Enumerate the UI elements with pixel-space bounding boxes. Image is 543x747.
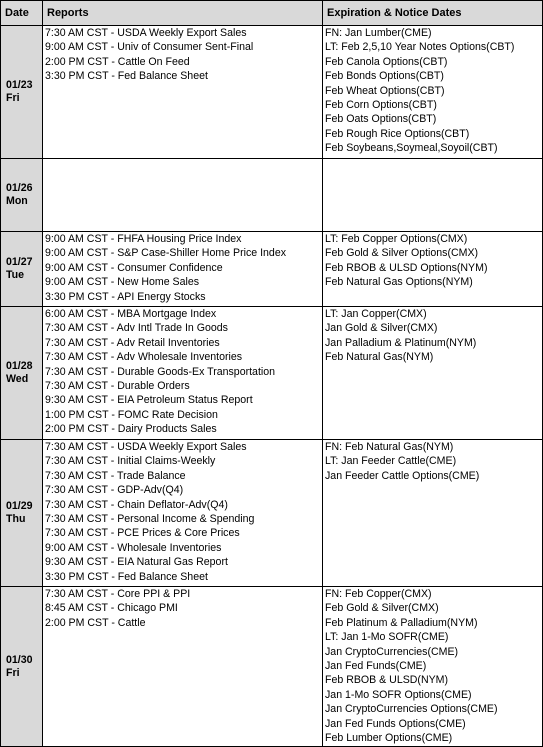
report-item: 2:00 PM CST - Cattle: [45, 616, 146, 629]
report-item: 9:00 AM CST - FHFA Housing Price Index: [45, 233, 242, 245]
expiration-item: FN: Feb Copper(CMX): [325, 588, 432, 600]
reports-cell: [43, 159, 323, 232]
report-item: 9:00 AM CST - New Home Sales: [45, 276, 200, 289]
weekday-label: Fri: [6, 666, 20, 679]
expiration-item: FN: Feb Natural Gas(NYM): [325, 441, 454, 453]
reports-cell: [43, 307, 323, 440]
expiration-item: Feb Platinum & Palladium(NYM): [325, 616, 478, 629]
date-cell: [1, 159, 43, 232]
expiration-item: Feb Lumber Options(CME): [325, 731, 453, 744]
header-row: [1, 1, 543, 26]
table-row: [1, 587, 543, 747]
expiration-item: Feb Corn Options(CBT): [325, 98, 437, 111]
date-cell: [1, 307, 43, 440]
expiration-item: Jan Palladium & Platinum(NYM): [325, 336, 477, 349]
weekday-label: Tue: [6, 269, 25, 281]
report-item: 7:30 AM CST - PCE Prices & Core Prices: [45, 527, 240, 540]
report-item: 6:00 AM CST - MBA Mortgage Index: [45, 308, 217, 320]
expiration-cell: [323, 307, 543, 440]
expiration-item: Feb Canola Options(CBT): [325, 55, 448, 68]
expiration-item: Feb Wheat Options(CBT): [325, 84, 445, 97]
header-expiration: Expiration & Notice Dates: [323, 1, 543, 26]
expiration-item: Feb Gold & Silver(CMX): [325, 602, 439, 615]
report-item: 2:00 PM CST - Dairy Products Sales: [45, 423, 217, 436]
expiration-item: Feb Soybeans,Soymeal,Soyoil(CBT): [325, 142, 498, 155]
expiration-cell: [323, 232, 543, 307]
date-label: 01/29: [6, 500, 33, 512]
report-item: 7:30 AM CST - Core PPI & PPI: [45, 588, 191, 600]
report-item: 7:30 AM CST - GDP-Adv(Q4): [45, 484, 184, 497]
date-cell: [1, 587, 43, 747]
report-item: 7:30 AM CST - Chain Deflator-Adv(Q4): [45, 498, 228, 511]
expiration-item: Feb Natural Gas Options(NYM): [325, 276, 473, 289]
report-item: 3:30 PM CST - API Energy Stocks: [45, 290, 206, 303]
expiration-item: Feb Rough Rice Options(CBT): [325, 127, 470, 140]
weekday-label: Wed: [6, 373, 29, 385]
table-row: [1, 26, 543, 159]
expiration-item: Feb Gold & Silver Options(CMX): [325, 247, 479, 260]
table-row: [1, 307, 543, 440]
expiration-item: FN: Jan Lumber(CME): [325, 27, 432, 39]
table-row: [1, 440, 543, 587]
weekday-label: Mon: [6, 195, 28, 207]
date-cell: [1, 440, 43, 587]
expiration-item: Jan Fed Funds(CME): [325, 659, 427, 672]
header-date: Date: [1, 1, 43, 26]
expiration-item: Feb Natural Gas(NYM): [325, 351, 434, 364]
report-item: 9:00 AM CST - S&P Case-Shiller Home Price Index: [45, 247, 287, 260]
expiration-item: Jan 1-Mo SOFR Options(CME): [325, 688, 472, 701]
expiration-item: Jan Feeder Cattle Options(CME): [325, 469, 480, 482]
report-item: 7:30 AM CST - Adv Retail Inventories: [45, 336, 220, 349]
report-item: 2:00 PM CST - Cattle On Feed: [45, 55, 190, 68]
date-label: 01/26: [6, 182, 33, 194]
date-label: 01/30: [6, 653, 33, 666]
expiration-item: LT: Feb 2,5,10 Year Notes Options(CBT): [325, 41, 515, 54]
expiration-item: Feb RBOB & ULSD(NYM): [325, 674, 449, 687]
report-item: 7:30 AM CST - Adv Wholesale Inventories: [45, 351, 243, 364]
report-item: 9:30 AM CST - EIA Petroleum Status Report: [45, 394, 253, 407]
reports-cell: [43, 26, 323, 159]
expiration-item: Jan Fed Funds Options(CME): [325, 717, 466, 730]
report-item: 7:30 AM CST - Trade Balance: [45, 469, 186, 482]
expiration-item: Feb Oats Options(CBT): [325, 113, 437, 126]
expiration-item: Jan CryptoCurrencies Options(CME): [325, 703, 498, 716]
header-reports: Reports: [43, 1, 323, 26]
table-row: [1, 232, 543, 307]
expiration-item: Jan Gold & Silver(CMX): [325, 322, 438, 335]
table-row: [1, 159, 543, 232]
report-item: 9:30 AM CST - EIA Natural Gas Report: [45, 556, 228, 569]
report-item: 9:00 AM CST - Wholesale Inventories: [45, 541, 222, 554]
date-cell: [1, 232, 43, 307]
report-item: 9:00 AM CST - Consumer Confidence: [45, 261, 223, 274]
calendar-body: [1, 26, 543, 747]
date-label: 01/28: [6, 360, 33, 372]
report-item: 7:30 AM CST - USDA Weekly Export Sales: [45, 441, 247, 453]
report-item: 7:30 AM CST - Initial Claims-Weekly: [45, 455, 216, 468]
reports-cell: [43, 232, 323, 307]
report-item: 3:30 PM CST - Fed Balance Sheet: [45, 570, 208, 583]
expiration-cell: [323, 440, 543, 587]
report-item: 7:30 AM CST - Durable Goods-Ex Transportation: [45, 365, 276, 378]
report-item: 8:45 AM CST - Chicago PMI: [45, 602, 178, 615]
report-item: 9:00 AM CST - Univ of Consumer Sent-Final: [45, 41, 254, 54]
expiration-item: Jan CryptoCurrencies(CME): [325, 645, 459, 658]
reports-cell: [43, 587, 323, 747]
expiration-cell: [323, 26, 543, 159]
report-item: 7:30 AM CST - Personal Income & Spending: [45, 512, 255, 525]
date-label: 01/23: [6, 79, 33, 91]
weekday-label: Thu: [6, 513, 26, 525]
expiration-item: LT: Jan Feeder Cattle(CME): [325, 455, 457, 468]
expiration-cell: [323, 159, 543, 232]
expiration-item: LT: Jan 1-Mo SOFR(CME): [325, 631, 449, 644]
expiration-cell: [323, 587, 543, 747]
report-item: 7:30 AM CST - Durable Orders: [45, 379, 190, 392]
expiration-item: Feb RBOB & ULSD Options(NYM): [325, 261, 488, 274]
reports-cell: [43, 440, 323, 587]
expiration-item: LT: Feb Copper Options(CMX): [325, 233, 468, 245]
weekday-label: Fri: [6, 92, 20, 104]
report-item: 1:00 PM CST - FOMC Rate Decision: [45, 408, 218, 421]
expiration-item: Feb Bonds Options(CBT): [325, 70, 444, 83]
report-item: 7:30 AM CST - Adv Intl Trade In Goods: [45, 322, 228, 335]
report-item: 3:30 PM CST - Fed Balance Sheet: [45, 70, 208, 83]
expiration-item: LT: Jan Copper(CMX): [325, 308, 427, 320]
date-label: 01/27: [6, 256, 33, 268]
report-item: 7:30 AM CST - USDA Weekly Export Sales: [45, 27, 247, 39]
date-cell: [1, 26, 43, 159]
